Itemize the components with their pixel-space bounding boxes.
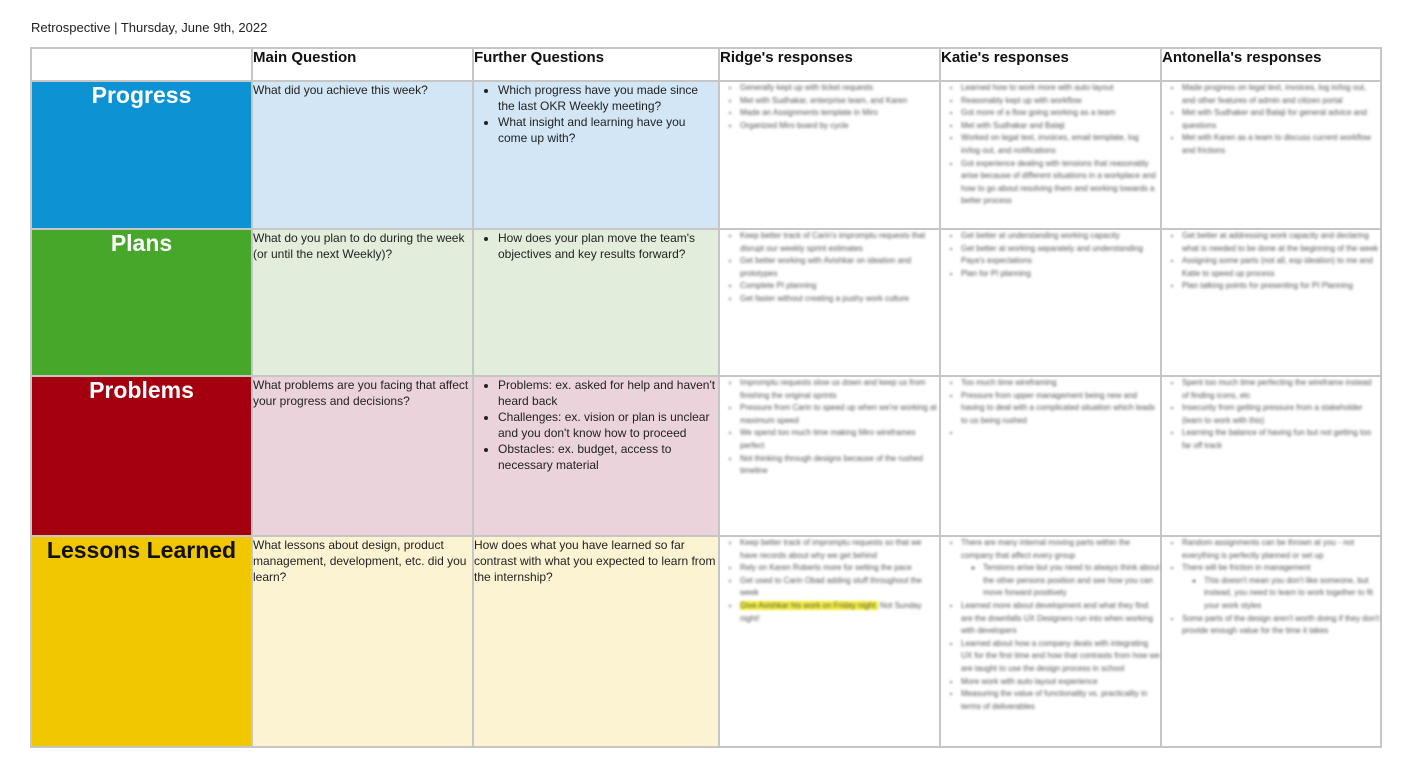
- list-item: • Plan for PI planning: [961, 268, 1160, 281]
- list-item: • Pressure from Carin to speed up when we're working at maximum speed: [740, 402, 939, 427]
- label-problems: Problems: [31, 376, 252, 536]
- list-item: • Random assignments can be thrown at you - not everything is perfectly planned or set up: [1182, 537, 1380, 562]
- list-item: • Organized Miro board by cycle: [740, 120, 939, 133]
- list-item: • Challenges: ex. vision or plan is unclear and you don't know how to proceed: [498, 409, 718, 441]
- list-item: • Spent too much time perfecting the wireframe instead of finding icons, etc: [1182, 377, 1380, 402]
- list-item: • Assigning some parts (not all, esp ideation) to me and Katie to speed up process: [1182, 255, 1380, 280]
- header-antonella-responses: Antonella's responses: [1161, 48, 1381, 81]
- row-plans: [31, 229, 1381, 376]
- list-item: • Insecurity from getting pressure from a stakeholder (learn to work with this): [1182, 402, 1380, 427]
- list-item: [961, 537, 1160, 600]
- main-question-progress: What did you achieve this week?: [252, 81, 473, 229]
- list-item: • Rely on Karen Roberts more for setting the pace: [740, 562, 939, 575]
- list-item: • Measuring the value of functionality vs. practicality in terms of deliverables: [961, 688, 1160, 713]
- further-questions-problems: [473, 376, 719, 536]
- katie-problems: [940, 376, 1161, 536]
- list-item: • Learned how to work more with auto layout: [961, 82, 1160, 95]
- row-progress: [31, 81, 1381, 229]
- list-item: • Keep better track of impromptu requests so that we have records about why we get behind: [740, 537, 939, 562]
- highlighted-text: Give Avishkar his work on Friday night.: [740, 600, 878, 610]
- list-item: • Problems: ex. asked for help and haven't heard back: [498, 377, 718, 409]
- list-item: • Got experience dealing with tensions that reasonably arise because of different situations in a workplace and how to go about resolving them and working towards a better process: [961, 158, 1160, 208]
- list-item: • Worked on legal text, invoices, email template, log in/log out, and notifications: [961, 132, 1160, 157]
- list-item: • Get better at working separately and understanding Paya's expectations: [961, 243, 1160, 268]
- header-ridge-responses: Ridge's responses: [719, 48, 940, 81]
- list-item: • Get better at addressing work capacity and declaring what is needed to be done at the beginning of the week: [1182, 230, 1380, 255]
- ridge-lessons: [719, 536, 940, 747]
- list-item: • Get used to Carin Obad adding stuff throughout the week: [740, 575, 939, 600]
- list-item: • Not thinking through designs because of the rushed timeline: [740, 453, 939, 478]
- further-questions-plans: [473, 229, 719, 376]
- document-title: Retrospective | Thursday, June 9th, 2022: [31, 20, 268, 35]
- further-questions-progress: [473, 81, 719, 229]
- list-item: • Some parts of the design aren't worth doing if they don't provide enough value for the time it takes: [1182, 613, 1380, 638]
- list-item: • Met with Sudhakar, enterprise team, and Karen: [740, 95, 939, 108]
- header-empty: [31, 48, 252, 81]
- list-item: [1182, 562, 1380, 612]
- list-item: • Get faster without creating a pushy work culture: [740, 293, 939, 306]
- antonella-plans: [1161, 229, 1381, 376]
- list-item: • Made an Assignments template in Miro: [740, 107, 939, 120]
- list-item: • More work with auto layout experience: [961, 676, 1160, 689]
- sub-list-item: ◦ Tensions arise but you need to always think about the other persons position and see how you can move forward positively: [983, 562, 1160, 600]
- list-item: • Obstacles: ex. budget, access to necessary material: [498, 441, 718, 473]
- list-item-text: There are many internal moving parts within the company that affect every group: [961, 538, 1130, 560]
- list-item: • Met with Karen as a team to discuss current workflow and frictions: [1182, 132, 1380, 157]
- antonella-lessons: [1161, 536, 1381, 747]
- list-item: • Generally kept up with ticket requests: [740, 82, 939, 95]
- list-item: • Made progress on legal text, invoices, log in/log out, and other features of admin and citizen portal: [1182, 82, 1380, 107]
- antonella-problems: [1161, 376, 1381, 536]
- ridge-progress: [719, 81, 940, 229]
- list-item: • What insight and learning have you come up with?: [498, 114, 718, 146]
- ridge-plans: [719, 229, 940, 376]
- retrospective-table: [30, 47, 1382, 748]
- label-lessons-learned: Lessons Learned: [31, 536, 252, 747]
- ridge-problems: [719, 376, 940, 536]
- list-item: [961, 427, 1160, 440]
- list-item: • How does your plan move the team's objectives and key results forward?: [498, 230, 718, 262]
- list-item: • Keep better track of Carin's impromptu requests that disrupt our weekly sprint estimates: [740, 230, 939, 255]
- header-row: [31, 48, 1381, 81]
- katie-plans: [940, 229, 1161, 376]
- row-lessons-learned: [31, 536, 1381, 747]
- antonella-progress: [1161, 81, 1381, 229]
- katie-progress: [940, 81, 1161, 229]
- list-item: • Impromptu requests slow us down and keep us from finishing the original sprints: [740, 377, 939, 402]
- list-item: • Pressure from upper management being new and having to deal with a complicated situation which leads to us being rushed: [961, 390, 1160, 428]
- label-progress: Progress: [31, 81, 252, 229]
- list-item: • Learning the balance of having fun but not getting too far off track: [1182, 427, 1380, 452]
- list-item: • Get better at understanding working capacity: [961, 230, 1160, 243]
- list-item: • Got more of a flow going working as a team: [961, 107, 1160, 120]
- list-item: • Met with Sudhakar and Balaji: [961, 120, 1160, 133]
- header-further-questions: Further Questions: [473, 48, 719, 81]
- list-item: • Which progress have you made since the last OKR Weekly meeting?: [498, 82, 718, 114]
- list-item: • Complete PI planning: [740, 280, 939, 293]
- list-item: • Too much time wireframing: [961, 377, 1160, 390]
- header-katie-responses: Katie's responses: [940, 48, 1161, 81]
- sub-list-item: ◦ This doesn't mean you don't like someone, but instead, you need to learn to work together to fit your work styles: [1204, 575, 1380, 613]
- list-item: • Met with Sudhaker and Balaji for general advice and questions: [1182, 107, 1380, 132]
- header-main-question: Main Question: [252, 48, 473, 81]
- main-question-lessons: What lessons about design, product management, development, etc. did you learn?: [252, 536, 473, 747]
- main-question-problems: What problems are you facing that affect your progress and decisions?: [252, 376, 473, 536]
- list-item: • Get better working with Avishkar on ideation and prototypes: [740, 255, 939, 280]
- list-item-text: There will be friction in management: [1182, 563, 1311, 573]
- list-item-text: Not Sunday night!: [740, 600, 922, 623]
- main-question-plans: What do you plan to do during the week (or until the next Weekly)?: [252, 229, 473, 376]
- list-item: [740, 600, 939, 625]
- further-questions-lessons: How does what you have learned so far contrast with what you expected to learn from the internship?: [473, 536, 719, 747]
- label-plans: Plans: [31, 229, 252, 376]
- row-problems: [31, 376, 1381, 536]
- list-item: • Reasonably kept up with workflow: [961, 95, 1160, 108]
- list-item: • Learned more about development and what they find are the downfalls UX Designers run into when working with developers: [961, 600, 1160, 638]
- list-item: • Learned about how a company deals with integrating UX for the first time and how that contrasts from how we are taught to use the design process in school: [961, 638, 1160, 676]
- list-item: • We spend too much time making Miro wireframes perfect: [740, 427, 939, 452]
- list-item: • Plan talking points for presenting for PI Planning: [1182, 280, 1380, 293]
- katie-lessons: [940, 536, 1161, 747]
